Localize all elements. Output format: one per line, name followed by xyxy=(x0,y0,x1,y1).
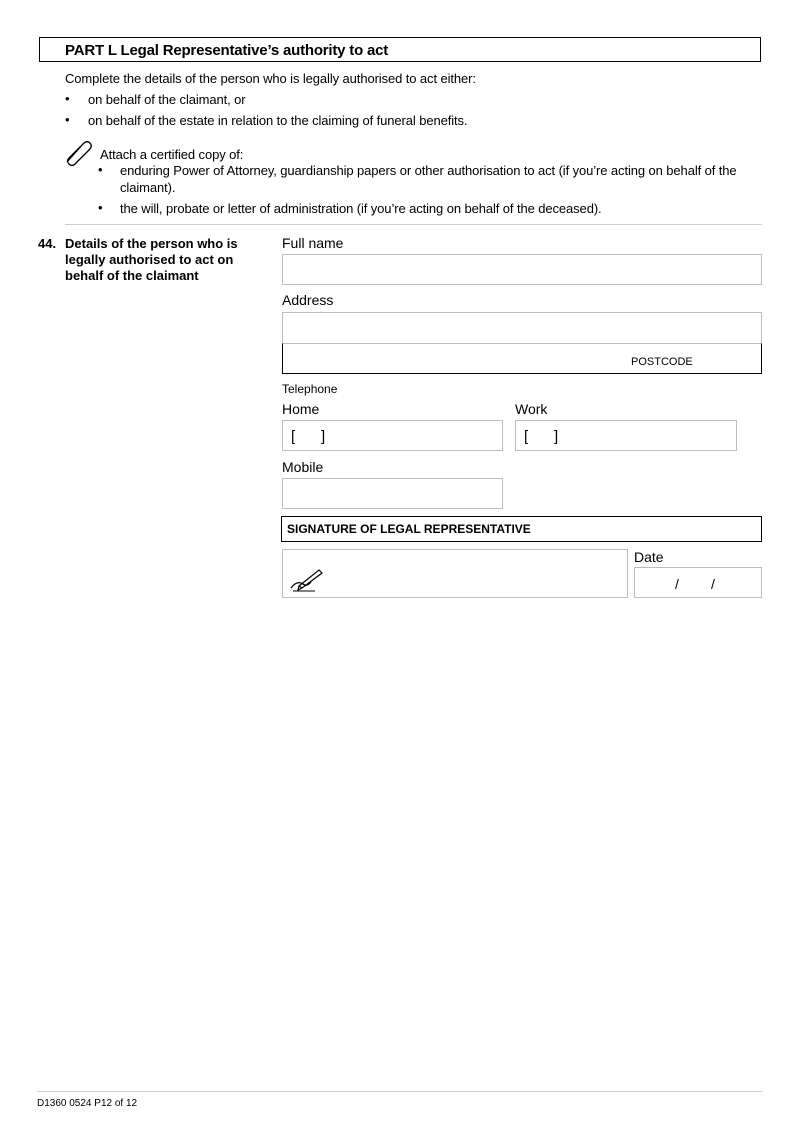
question-line: Details of the person who is xyxy=(65,236,238,251)
attach-bullet: enduring Power of Attorney, guardianship papers or other authorisation to act (if you’re acting on behalf of the xyxy=(120,163,737,178)
signature-header xyxy=(281,516,762,542)
footer-code: D1360 0524 P12 of 12 xyxy=(37,1098,138,1109)
intro-bullet: on behalf of the estate in relation to the claiming of funeral benefits. xyxy=(88,113,468,128)
work-phone-field[interactable] xyxy=(515,420,737,451)
address-field-line1[interactable] xyxy=(282,312,762,344)
work-phone-label: Work xyxy=(515,401,548,417)
signature-pen-icon xyxy=(289,566,325,597)
area-code-open-bracket: [ xyxy=(524,428,529,445)
home-phone-label: Home xyxy=(282,401,320,417)
part-title: PART L Legal Representative’s authority to act xyxy=(65,42,389,59)
divider xyxy=(65,224,762,225)
paperclip-icon xyxy=(63,140,93,171)
area-code-close-bracket: ] xyxy=(554,428,559,445)
area-code-open-bracket: [ xyxy=(291,428,296,445)
home-phone-field[interactable] xyxy=(282,420,503,451)
address-field-line2[interactable] xyxy=(282,343,762,374)
intro-text: Complete the details of the person who is legally authorised to act either: xyxy=(65,71,476,86)
address-label: Address xyxy=(282,292,334,308)
postcode-label: POSTCODE xyxy=(631,356,693,368)
attach-bullet-cont: claimant). xyxy=(120,180,176,195)
full-name-label: Full name xyxy=(282,235,344,251)
date-separator: / xyxy=(711,576,715,592)
signature-field[interactable] xyxy=(282,549,628,598)
full-name-field[interactable] xyxy=(282,254,762,285)
part-header xyxy=(39,37,761,62)
date-label: Date xyxy=(634,549,664,565)
footer-divider xyxy=(37,1091,762,1092)
telephone-label: Telephone xyxy=(282,382,338,396)
question-number: 44. xyxy=(38,236,57,251)
area-code-close-bracket: ] xyxy=(321,428,326,445)
bullet-dot: • xyxy=(98,162,103,177)
bullet-dot: • xyxy=(65,112,70,127)
bullet-dot: • xyxy=(65,91,70,106)
date-separator: / xyxy=(675,576,679,592)
mobile-phone-field[interactable] xyxy=(282,478,503,509)
attach-text: Attach a certified copy of: xyxy=(100,147,244,162)
attach-bullet: the will, probate or letter of administration (if you’re acting on behalf of the deceased). xyxy=(120,201,602,216)
bullet-dot: • xyxy=(98,200,103,215)
signature-title: SIGNATURE OF LEGAL REPRESENTATIVE xyxy=(287,522,531,536)
mobile-label: Mobile xyxy=(282,459,324,475)
question-line: behalf of the claimant xyxy=(65,268,199,283)
question-line: legally authorised to act on xyxy=(65,252,234,267)
date-field[interactable] xyxy=(634,567,762,598)
intro-bullet: on behalf of the claimant, or xyxy=(88,92,246,107)
